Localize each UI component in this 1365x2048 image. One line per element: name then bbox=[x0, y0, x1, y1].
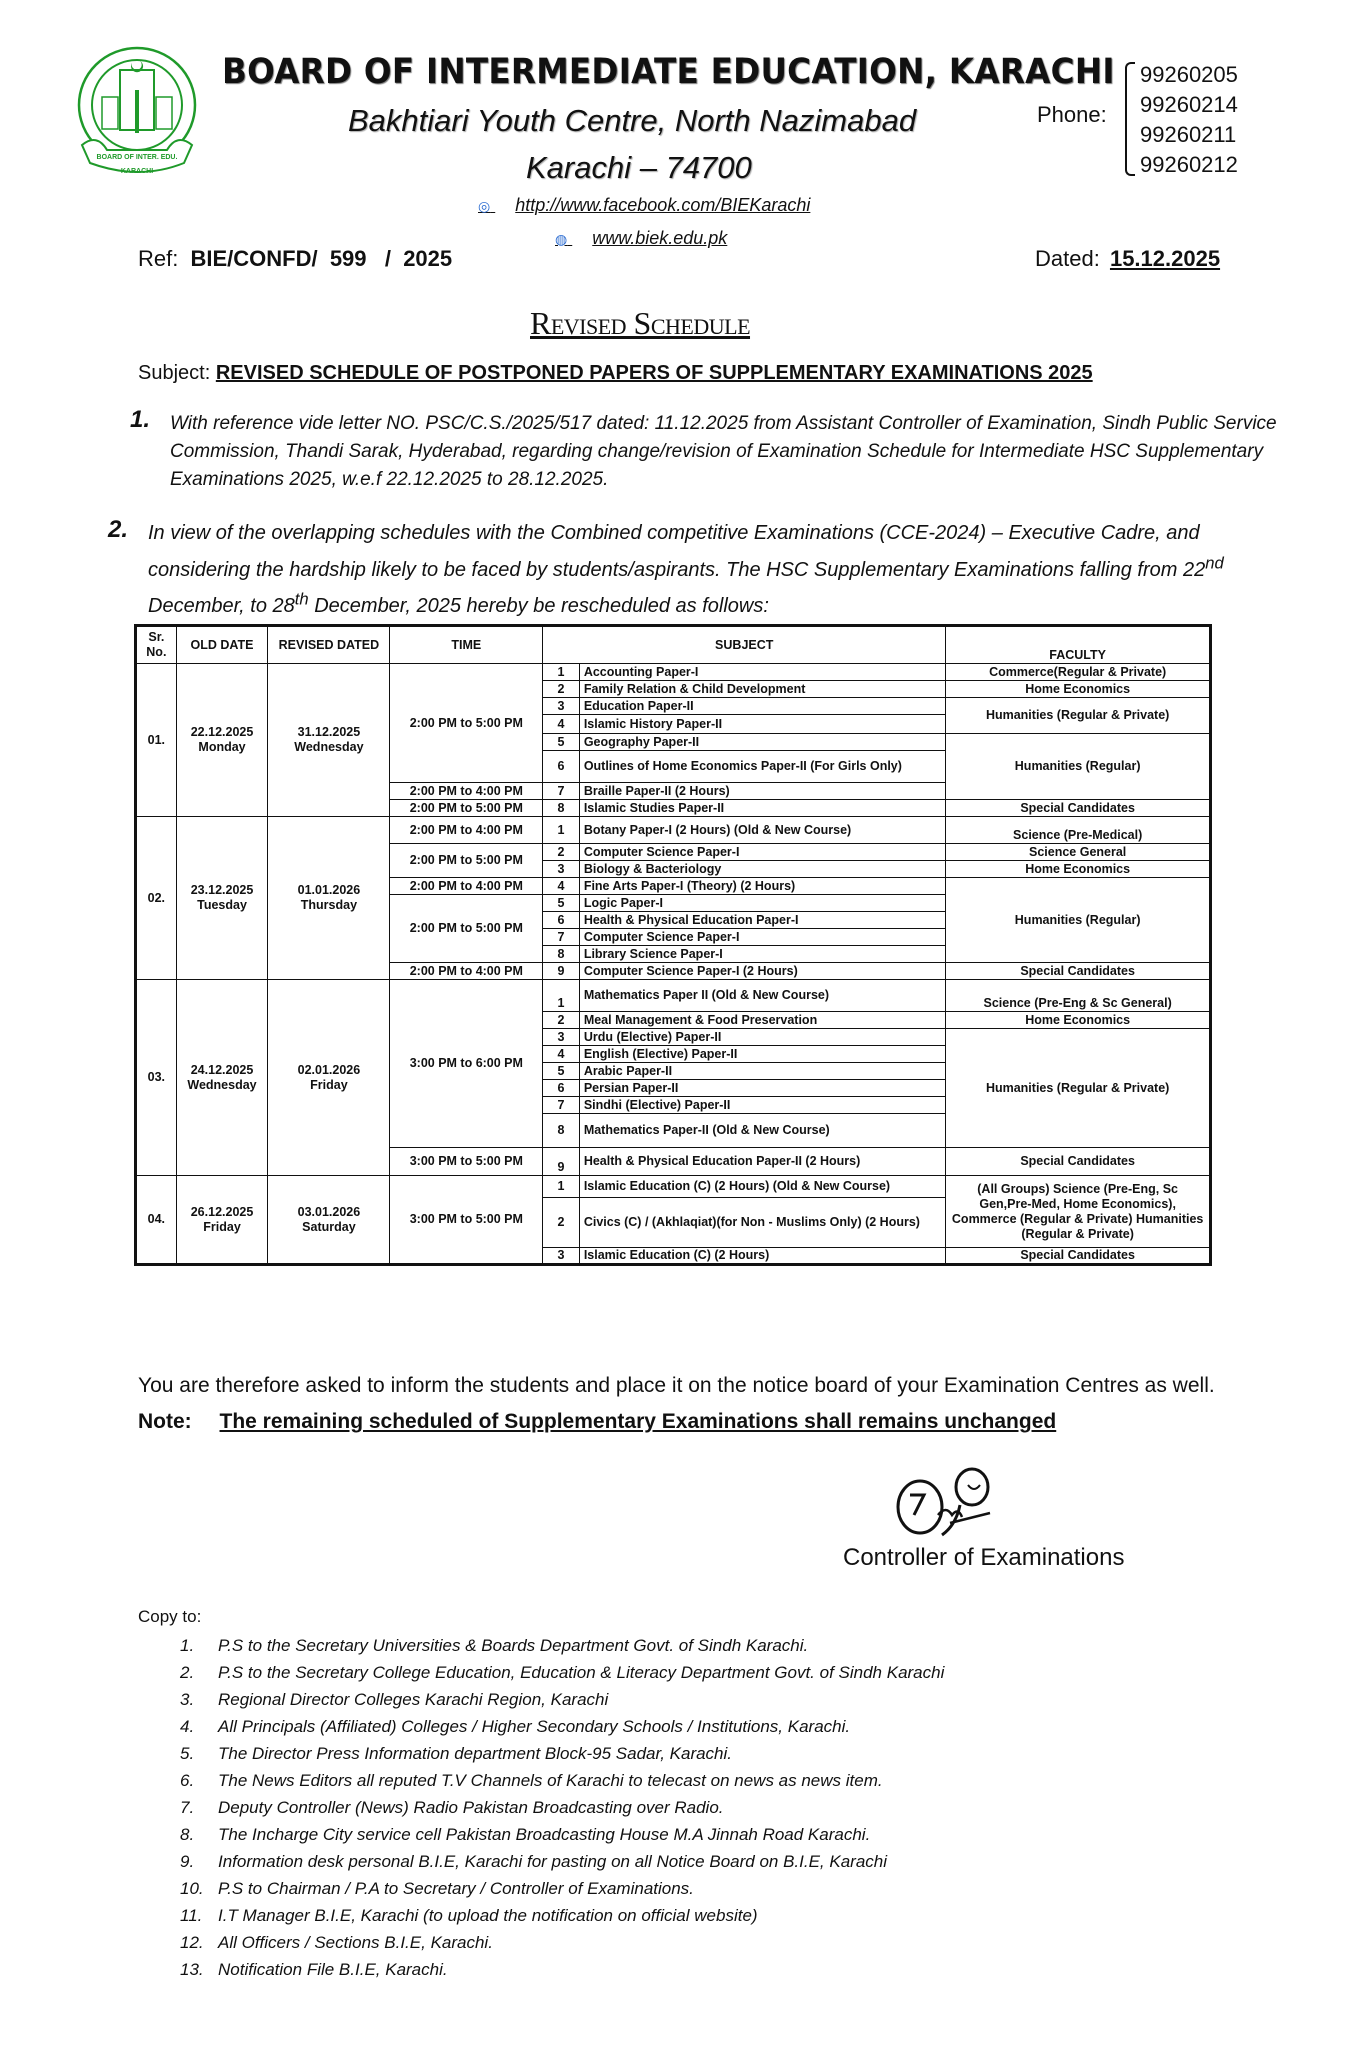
header-subject: SUBJECT bbox=[543, 626, 946, 664]
subject-no: 3 bbox=[543, 698, 580, 715]
schedule-table bbox=[134, 624, 1212, 1266]
subject-name: Computer Science Paper-I (2 Hours) bbox=[579, 963, 945, 980]
revised-day: Friday bbox=[310, 1077, 348, 1092]
subject-no: 1 bbox=[543, 817, 580, 844]
subject-label: Subject: bbox=[138, 362, 211, 384]
subject-name: Family Relation & Child Development bbox=[579, 681, 945, 698]
list-text: P.S to the Secretary Universities & Boards Department Govt. of Sindh Karachi. bbox=[218, 1636, 809, 1655]
list-item bbox=[180, 1848, 944, 1875]
dated-value: 15.12.2025 bbox=[1109, 246, 1221, 271]
faculty-cell: Humanities (Regular) bbox=[946, 878, 1211, 963]
paragraph-number: 2. bbox=[108, 516, 129, 543]
subject-no: 5 bbox=[543, 895, 580, 912]
subject-name: Logic Paper-I bbox=[579, 895, 945, 912]
sr-cell: 01. bbox=[136, 664, 177, 817]
header-time: TIME bbox=[390, 626, 543, 664]
subject-name: Braille Paper-II (2 Hours) bbox=[579, 783, 945, 800]
ref-value: BIE/CONFD/ 599 / 2025 bbox=[190, 246, 453, 271]
faculty-cell: Humanities (Regular & Private) bbox=[946, 1029, 1211, 1148]
list-number: 9. bbox=[180, 1852, 195, 1871]
subject-line bbox=[138, 362, 1093, 385]
old-date-cell bbox=[176, 664, 268, 817]
list-number: 3. bbox=[180, 1690, 195, 1709]
list-number: 11. bbox=[180, 1906, 203, 1925]
revised-date-cell bbox=[268, 980, 390, 1176]
old-date: 22.12.2025 bbox=[190, 725, 254, 739]
signatory-title: Controller of Examinations bbox=[843, 1544, 1125, 1571]
time-cell: 2:00 PM to 4:00 PM bbox=[390, 783, 543, 800]
list-number: 5. bbox=[180, 1744, 195, 1763]
phone-brace bbox=[1125, 62, 1135, 176]
address-line-1: Bakhtiari Youth Centre, North Nazimabad bbox=[348, 103, 917, 138]
list-item bbox=[180, 1794, 944, 1821]
subject-no: 1 bbox=[543, 980, 580, 1012]
faculty-cell: Humanities (Regular & Private) bbox=[946, 698, 1211, 734]
subject-no: 7 bbox=[543, 929, 580, 946]
subject-name: Arabic Paper-II bbox=[579, 1063, 945, 1080]
subject-name: Botany Paper-I (2 Hours) (Old & New Course) bbox=[579, 817, 945, 844]
document-title: Revised Schedule bbox=[530, 305, 751, 341]
subject-name: Persian Paper-II bbox=[579, 1080, 945, 1097]
old-date-cell bbox=[176, 980, 268, 1176]
subject-no: 8 bbox=[543, 800, 580, 817]
subject-no: 9 bbox=[543, 1148, 580, 1176]
subject-name: English (Elective) Paper-II bbox=[579, 1046, 945, 1063]
subject-no: 2 bbox=[543, 844, 580, 861]
faculty-cell: Science (Pre-Eng & Sc General) bbox=[946, 980, 1211, 1012]
list-item bbox=[180, 1956, 944, 1983]
list-number: 2. bbox=[180, 1663, 195, 1682]
facebook-link[interactable]: http://www.facebook.com/BIEKarachi bbox=[515, 195, 811, 215]
list-number: 10. bbox=[180, 1879, 204, 1898]
sr-cell: 03. bbox=[136, 980, 177, 1176]
sr-cell: 04. bbox=[136, 1176, 177, 1265]
old-date-cell bbox=[176, 817, 268, 980]
subject-name: Islamic Education (C) (2 Hours) (Old & New Course) bbox=[579, 1176, 945, 1198]
revised-day: Wednesday bbox=[294, 740, 364, 754]
faculty-cell: (All Groups) Science (Pre-Eng, Sc Gen,Pre-Med, Home Economics), Commerce (Regular & Private) Humanities (Regular & Private) bbox=[946, 1176, 1211, 1248]
table-header-row bbox=[136, 626, 1211, 664]
list-text: The Incharge City service cell Pakistan Broadcasting House M.A Jinnah Road Karachi. bbox=[218, 1825, 871, 1844]
revised-date: 02.01.2026 bbox=[297, 1062, 361, 1077]
ref-label: Ref: bbox=[138, 246, 179, 271]
faculty-cell: Home Economics bbox=[946, 1012, 1211, 1029]
paragraph-text bbox=[148, 518, 1298, 621]
address-line-2: Karachi – 74700 bbox=[526, 150, 752, 185]
revised-date: 03.01.2026 bbox=[297, 1204, 361, 1219]
copy-to-list bbox=[180, 1632, 944, 1983]
table-row bbox=[136, 980, 1211, 1012]
list-text: P.S to Chairman / P.A to Secretary / Controller of Examinations. bbox=[218, 1879, 694, 1898]
faculty-cell: Home Economics bbox=[946, 681, 1211, 698]
subject-no: 9 bbox=[543, 963, 580, 980]
subject-no: 5 bbox=[543, 1063, 580, 1080]
list-item bbox=[180, 1902, 944, 1929]
subject-no: 8 bbox=[543, 1114, 580, 1148]
subject-no: 1 bbox=[543, 664, 580, 681]
old-day: Friday bbox=[203, 1219, 241, 1234]
paragraph-2 bbox=[108, 518, 1298, 621]
note-label: Note: bbox=[138, 1410, 192, 1433]
phone-list bbox=[1140, 60, 1238, 180]
subject-no: 3 bbox=[543, 1248, 580, 1265]
old-date: 24.12.2025 bbox=[190, 1062, 254, 1077]
phone-number: 99260211 bbox=[1140, 122, 1237, 147]
copy-to-label: Copy to: bbox=[138, 1607, 202, 1626]
document-date bbox=[1035, 246, 1220, 272]
old-date-cell bbox=[176, 1176, 268, 1265]
svg-text:KARACHI: KARACHI bbox=[120, 168, 154, 175]
phone-label: Phone: bbox=[1037, 102, 1107, 127]
paragraph-number: 1. bbox=[130, 406, 151, 433]
list-number: 6. bbox=[180, 1771, 195, 1790]
phone-number: 99260205 bbox=[1140, 62, 1238, 87]
subject-no: 6 bbox=[543, 912, 580, 929]
list-item bbox=[180, 1713, 944, 1740]
subject-name: Health & Physical Education Paper-I bbox=[579, 912, 945, 929]
revised-date-cell bbox=[268, 817, 390, 980]
header-revised-dated: REVISED DATED bbox=[268, 626, 390, 664]
list-text: Notification File B.I.E, Karachi. bbox=[218, 1960, 448, 1979]
subject-no: 4 bbox=[543, 878, 580, 895]
table-row bbox=[136, 1176, 1211, 1198]
old-day: Tuesday bbox=[197, 898, 247, 912]
subject-name: Accounting Paper-I bbox=[579, 664, 945, 681]
subject-name: Computer Science Paper-I bbox=[579, 844, 945, 861]
list-text: All Officers / Sections B.I.E, Karachi. bbox=[218, 1933, 493, 1952]
subject-name: Fine Arts Paper-I (Theory) (2 Hours) bbox=[579, 878, 945, 895]
faculty-cell: Special Candidates bbox=[946, 1248, 1211, 1265]
faculty-cell: Special Candidates bbox=[946, 800, 1211, 817]
revised-day: Saturday bbox=[302, 1219, 356, 1234]
time-cell: 3:00 PM to 5:00 PM bbox=[390, 1176, 543, 1265]
subject-name: Islamic History Paper-II bbox=[579, 715, 945, 734]
signature bbox=[890, 1465, 1030, 1545]
revised-day: Thursday bbox=[300, 898, 358, 912]
website-link-row[interactable] bbox=[555, 228, 727, 249]
subject-no: 2 bbox=[543, 1198, 580, 1248]
subject-value: REVISED SCHEDULE OF POSTPONED PAPERS OF SUPPLEMENTARY EXAMINATIONS 2025 bbox=[215, 362, 1093, 384]
subject-no: 2 bbox=[543, 1012, 580, 1029]
faculty-cell: Special Candidates bbox=[946, 1148, 1211, 1176]
list-text: All Principals (Affiliated) Colleges / Higher Secondary Schools / Institutions, Karachi. bbox=[218, 1717, 851, 1736]
website-link[interactable]: www.biek.edu.pk bbox=[592, 228, 728, 248]
subject-name: Islamic Education (C) (2 Hours) bbox=[579, 1248, 945, 1265]
list-text: Information desk personal B.I.E, Karachi for pasting on all Notice Board on B.I.E, Karachi bbox=[218, 1852, 888, 1871]
paragraph-2-text-part: In view of the overlapping schedules with the Combined competitive Examinations (CCE-2024) – Executive Cadre, and considering the hardship likely to be faced by students/aspirants. The HSC Supplementary Examinations falling from 22nd December, to 28th December, 2025 hereby be rescheduled as follows: bbox=[148, 522, 1224, 618]
subject-name: Civics (C) / (Akhlaqiat)(for Non - Muslims Only) (2 Hours) bbox=[579, 1198, 945, 1248]
globe-icon: ◍ bbox=[555, 231, 568, 247]
time-cell: 2:00 PM to 4:00 PM bbox=[390, 878, 543, 895]
dated-label: Dated: bbox=[1035, 246, 1100, 271]
table-row bbox=[136, 817, 1211, 844]
revised-date: 01.01.2026 bbox=[297, 883, 361, 897]
svg-text:BOARD OF INTER. EDU.: BOARD OF INTER. EDU. bbox=[96, 154, 178, 161]
subject-name: Biology & Bacteriology bbox=[579, 861, 945, 878]
list-number: 8. bbox=[180, 1825, 195, 1844]
list-text: Deputy Controller (News) Radio Pakistan Broadcasting over Radio. bbox=[218, 1798, 724, 1817]
time-cell: 3:00 PM to 6:00 PM bbox=[390, 980, 543, 1148]
revised-date: 31.12.2025 bbox=[297, 725, 361, 739]
faculty-cell: Humanities (Regular) bbox=[946, 734, 1211, 800]
board-emblem-icon bbox=[72, 45, 202, 185]
list-item bbox=[180, 1875, 944, 1902]
list-text: Regional Director Colleges Karachi Region, Karachi bbox=[218, 1690, 609, 1709]
note bbox=[138, 1410, 1056, 1434]
list-number: 1. bbox=[180, 1636, 195, 1655]
table-row bbox=[136, 664, 1211, 681]
old-day: Wednesday bbox=[187, 1077, 257, 1092]
facebook-icon: ◎ bbox=[478, 198, 491, 214]
list-number: 13. bbox=[180, 1960, 204, 1979]
subject-name: Education Paper-II bbox=[579, 698, 945, 715]
board-logo bbox=[72, 45, 202, 185]
revised-date-cell bbox=[268, 664, 390, 817]
list-text: I.T Manager B.I.E, Karachi (to upload the notification on official website) bbox=[218, 1906, 758, 1925]
subject-name: Islamic Studies Paper-II bbox=[579, 800, 945, 817]
reference-number bbox=[138, 246, 452, 272]
subject-name: Mathematics Paper II (Old & New Course) bbox=[579, 980, 945, 1012]
time-cell: 2:00 PM to 5:00 PM bbox=[390, 895, 543, 963]
faculty-cell: Special Candidates bbox=[946, 963, 1211, 980]
header-old-date: OLD DATE bbox=[176, 626, 268, 664]
subject-no: 7 bbox=[543, 1097, 580, 1114]
phone-number: 99260212 bbox=[1140, 152, 1238, 177]
subject-no: 7 bbox=[543, 783, 580, 800]
subject-name: Outlines of Home Economics Paper-II (For Girls Only) bbox=[579, 751, 945, 783]
sr-cell: 02. bbox=[136, 817, 177, 980]
faculty-cell: Commerce(Regular & Private) bbox=[946, 664, 1211, 681]
time-cell: 2:00 PM to 5:00 PM bbox=[390, 800, 543, 817]
list-item bbox=[180, 1929, 944, 1956]
list-item bbox=[180, 1632, 944, 1659]
subject-no: 3 bbox=[543, 1029, 580, 1046]
note-text: The remaining scheduled of Supplementary Examinations shall remains unchanged bbox=[219, 1410, 1057, 1433]
faculty-cell: Science General bbox=[946, 844, 1211, 861]
list-number: 4. bbox=[180, 1717, 195, 1736]
list-text: P.S to the Secretary College Education, Education & Literacy Department Govt. of Sindh Karachi bbox=[218, 1663, 945, 1682]
subject-no: 3 bbox=[543, 861, 580, 878]
subject-name: Sindhi (Elective) Paper-II bbox=[579, 1097, 945, 1114]
time-cell: 2:00 PM to 5:00 PM bbox=[390, 844, 543, 878]
subject-no: 4 bbox=[543, 1046, 580, 1063]
list-item bbox=[180, 1767, 944, 1794]
list-text: The Director Press Information department Block-95 Sadar, Karachi. bbox=[218, 1744, 733, 1763]
time-cell: 2:00 PM to 4:00 PM bbox=[390, 817, 543, 844]
subject-name: Computer Science Paper-I bbox=[579, 929, 945, 946]
phone-number: 99260214 bbox=[1140, 92, 1238, 117]
old-date: 26.12.2025 bbox=[190, 1204, 254, 1219]
subject-name: Meal Management & Food Preservation bbox=[579, 1012, 945, 1029]
list-item bbox=[180, 1659, 944, 1686]
time-cell: 2:00 PM to 5:00 PM bbox=[390, 664, 543, 783]
time-cell: 3:00 PM to 5:00 PM bbox=[390, 1148, 543, 1176]
facebook-link-row[interactable] bbox=[478, 195, 810, 216]
time-cell: 2:00 PM to 4:00 PM bbox=[390, 963, 543, 980]
subject-name: Geography Paper-II bbox=[579, 734, 945, 751]
subject-no: 2 bbox=[543, 681, 580, 698]
list-number: 12. bbox=[180, 1933, 204, 1952]
subject-no: 6 bbox=[543, 1080, 580, 1097]
organization-title: BOARD OF INTERMEDIATE EDUCATION, KARACHI bbox=[222, 52, 1115, 92]
subject-no: 8 bbox=[543, 946, 580, 963]
subject-name: Library Science Paper-I bbox=[579, 946, 945, 963]
subject-no: 1 bbox=[543, 1176, 580, 1198]
subject-name: Urdu (Elective) Paper-II bbox=[579, 1029, 945, 1046]
subject-no: 5 bbox=[543, 734, 580, 751]
faculty-cell: Home Economics bbox=[946, 861, 1211, 878]
subject-name: Health & Physical Education Paper-II (2 Hours) bbox=[579, 1148, 945, 1176]
signature-icon bbox=[890, 1465, 1030, 1545]
subject-no: 4 bbox=[543, 715, 580, 734]
list-item bbox=[180, 1686, 944, 1713]
list-text: The News Editors all reputed T.V Channels of Karachi to telecast on news as news item. bbox=[218, 1771, 883, 1790]
old-day: Monday bbox=[198, 740, 246, 754]
closing-instruction: You are therefore asked to inform the students and place it on the notice board of your Examination Centres as well. bbox=[138, 1374, 1215, 1397]
paragraph-1 bbox=[130, 406, 1290, 494]
revised-date-cell bbox=[268, 1176, 390, 1265]
faculty-cell: Science (Pre-Medical) bbox=[946, 817, 1211, 844]
header-faculty: FACULTY bbox=[946, 626, 1211, 664]
list-item bbox=[180, 1821, 944, 1848]
list-item bbox=[180, 1740, 944, 1767]
old-date: 23.12.2025 bbox=[190, 883, 254, 897]
list-number: 7. bbox=[180, 1798, 195, 1817]
subject-no: 6 bbox=[543, 751, 580, 783]
subject-name: Mathematics Paper-II (Old & New Course) bbox=[579, 1114, 945, 1148]
paragraph-text: With reference vide letter NO. PSC/C.S./2025/517 dated: 11.12.2025 from Assistant Controller of Examination, Sindh Public Service Commission, Thandi Sarak, Hyderabad, regarding change/revision of Examination Schedule for Intermediate HSC Supplementary Examinations 2025, w.e.f 22.12.2025 to 28.12.2025. bbox=[170, 413, 1277, 490]
header-sr: Sr. No. bbox=[136, 626, 177, 664]
